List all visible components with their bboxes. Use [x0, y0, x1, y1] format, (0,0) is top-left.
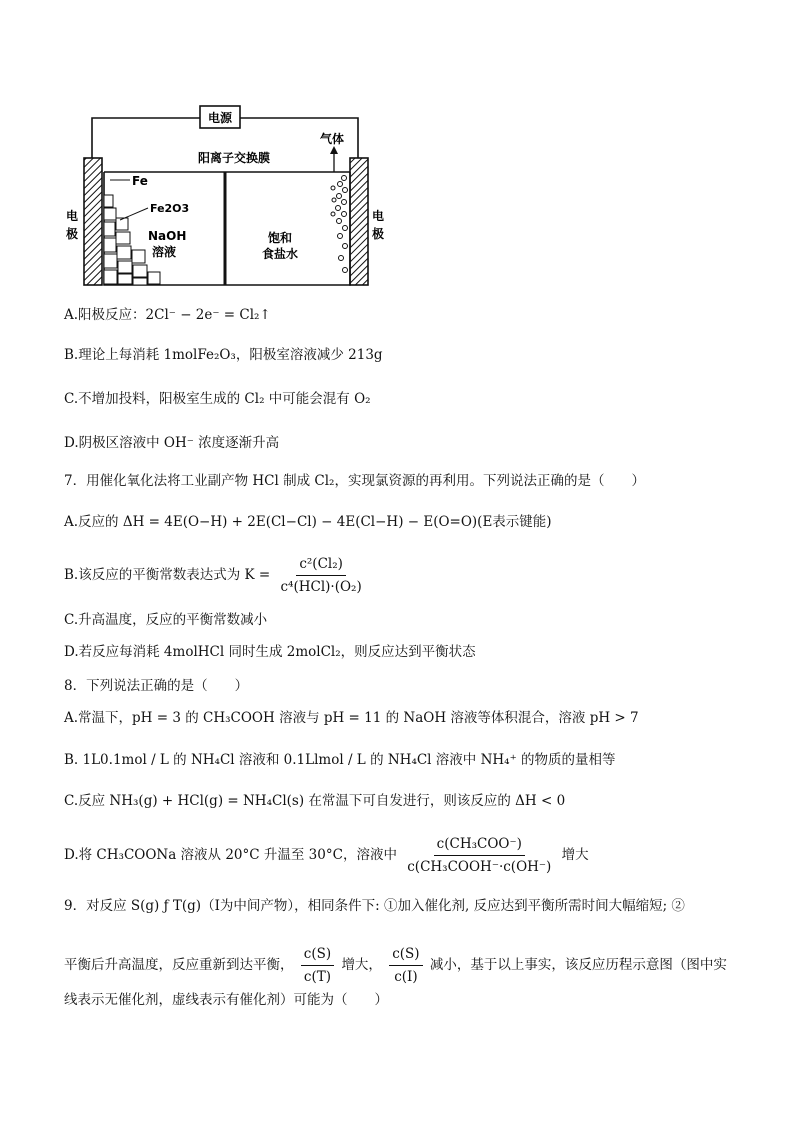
- q9-fraction-s-over-i: [389, 944, 422, 987]
- q7-k-numerator: c²(Cl₂): [296, 554, 346, 576]
- solution-label: 溶液: [152, 245, 177, 259]
- q8-ratio-denominator: c(CH₃COOH⁻·c(OH⁻): [407, 859, 552, 875]
- right-electrode-label-2: 极: [372, 227, 385, 241]
- right-electrode-label-1: 电: [372, 209, 385, 223]
- q9-mid-text: 增大，: [341, 957, 382, 973]
- q9-frac2-denominator: c(I): [394, 969, 418, 985]
- q9-frac1-numerator: c(S): [301, 944, 334, 966]
- membrane-label: 阳离子交换膜: [198, 151, 271, 165]
- q8-ratio-expression: [404, 834, 554, 877]
- q8-stem: 8．下列说法正确的是（ ）: [64, 678, 249, 694]
- q7-option-a: A.反应的 ΔH = 4E(O−H) + 2E(Cl−Cl) − 4E(Cl−H) − E(O=O)(E表示键能): [64, 514, 552, 530]
- q8-ratio-numerator: c(CH₃COO⁻): [434, 834, 525, 856]
- electrolysis-diagram: [66, 100, 390, 295]
- q7-option-c: C.升高温度，反应的平衡常数减小: [64, 612, 268, 628]
- gas-label: 气体: [320, 132, 345, 146]
- left-electrode-label-2: 极: [66, 227, 79, 241]
- gas-bubbles: [331, 176, 348, 273]
- q8-option-b: B. 1L0.1mol / L 的 NH₄Cl 溶液和 0.1Llmol / L 的 NH₄Cl 溶液中 NH₄⁺ 的物质的量相等: [64, 752, 616, 768]
- q9-line-2: [64, 944, 727, 987]
- naoh-label: NaOH: [148, 229, 187, 243]
- q8-option-d-suffix: 增大: [561, 847, 589, 863]
- q9-line-3: 线表示无催化剂，虚线表示有催化剂）可能为（ ）: [64, 992, 388, 1008]
- q6-option-d: D.阴极区溶液中 OH⁻ 浓度逐渐升高: [64, 435, 280, 451]
- q9-line-2-prefix: 平衡后升高温度，反应重新到达平衡，: [64, 957, 294, 973]
- q6-option-c: C.不增加投料，阳极室生成的 Cl₂ 中可能会混有 O₂: [64, 391, 371, 407]
- q7-k-denominator: c⁴(HCl)·(O₂): [280, 579, 362, 595]
- q7-k-expression: [278, 554, 365, 597]
- q7-stem: 7．用催化氧化法将工业副产物 HCl 制成 Cl₂，实现氯资源的再利用。下列说法正确的是（ ）: [64, 473, 645, 489]
- q6-option-a: A.阳极反应：2Cl⁻ − 2e⁻ = Cl₂↑: [64, 307, 271, 323]
- q8-option-c: C.反应 NH₃(g) + HCl(g) = NH₄Cl(s) 在常温下可自发进行，则该反应的 ΔH < 0: [64, 793, 566, 809]
- q8-option-d-prefix: D.将 CH₃COONa 溶液从 20°C 升温至 30°C，溶液中: [64, 847, 397, 863]
- q9-frac1-denominator: c(T): [303, 969, 332, 985]
- left-electrode-label-1: 电: [66, 209, 79, 223]
- fe2o3-label: Fe2O3: [150, 202, 190, 215]
- right-electrode: [350, 158, 368, 285]
- q9-fraction-s-over-t: [301, 944, 334, 987]
- q6-option-b: B.理论上每消耗 1molFe₂O₃，阳极室溶液减少 213g: [64, 347, 383, 363]
- q7-option-d: D.若反应每消耗 4molHCl 同时生成 2molCl₂，则反应达到平衡状态: [64, 644, 476, 660]
- q8-option-a: A.常温下，pH = 3 的 CH₃COOH 溶液与 pH = 11 的 NaOH 溶液等体积混合，溶液 pH > 7: [64, 710, 639, 726]
- brine-label-1: 饱和: [268, 231, 293, 245]
- power-label: 电源: [207, 111, 233, 125]
- brine-label-2: 食盐水: [262, 247, 299, 261]
- q9-line-1: 9．对反应 S(g) ƒ T(g)（I为中间产物），相同条件下: ①加入催化剂, 反应达到平衡所需时间大幅缩短; ②: [64, 898, 685, 914]
- q7-option-b: [64, 554, 368, 597]
- q9-frac2-numerator: c(S): [389, 944, 422, 966]
- fe-label: Fe: [132, 174, 148, 188]
- q7-option-b-prefix: B.该反应的平衡常数表达式为 K =: [64, 567, 271, 583]
- q9-line-2-suffix: 减小，基于以上事实，该反应历程示意图（图中实: [429, 957, 727, 973]
- q8-option-d: [64, 834, 589, 877]
- left-electrode: [84, 158, 102, 285]
